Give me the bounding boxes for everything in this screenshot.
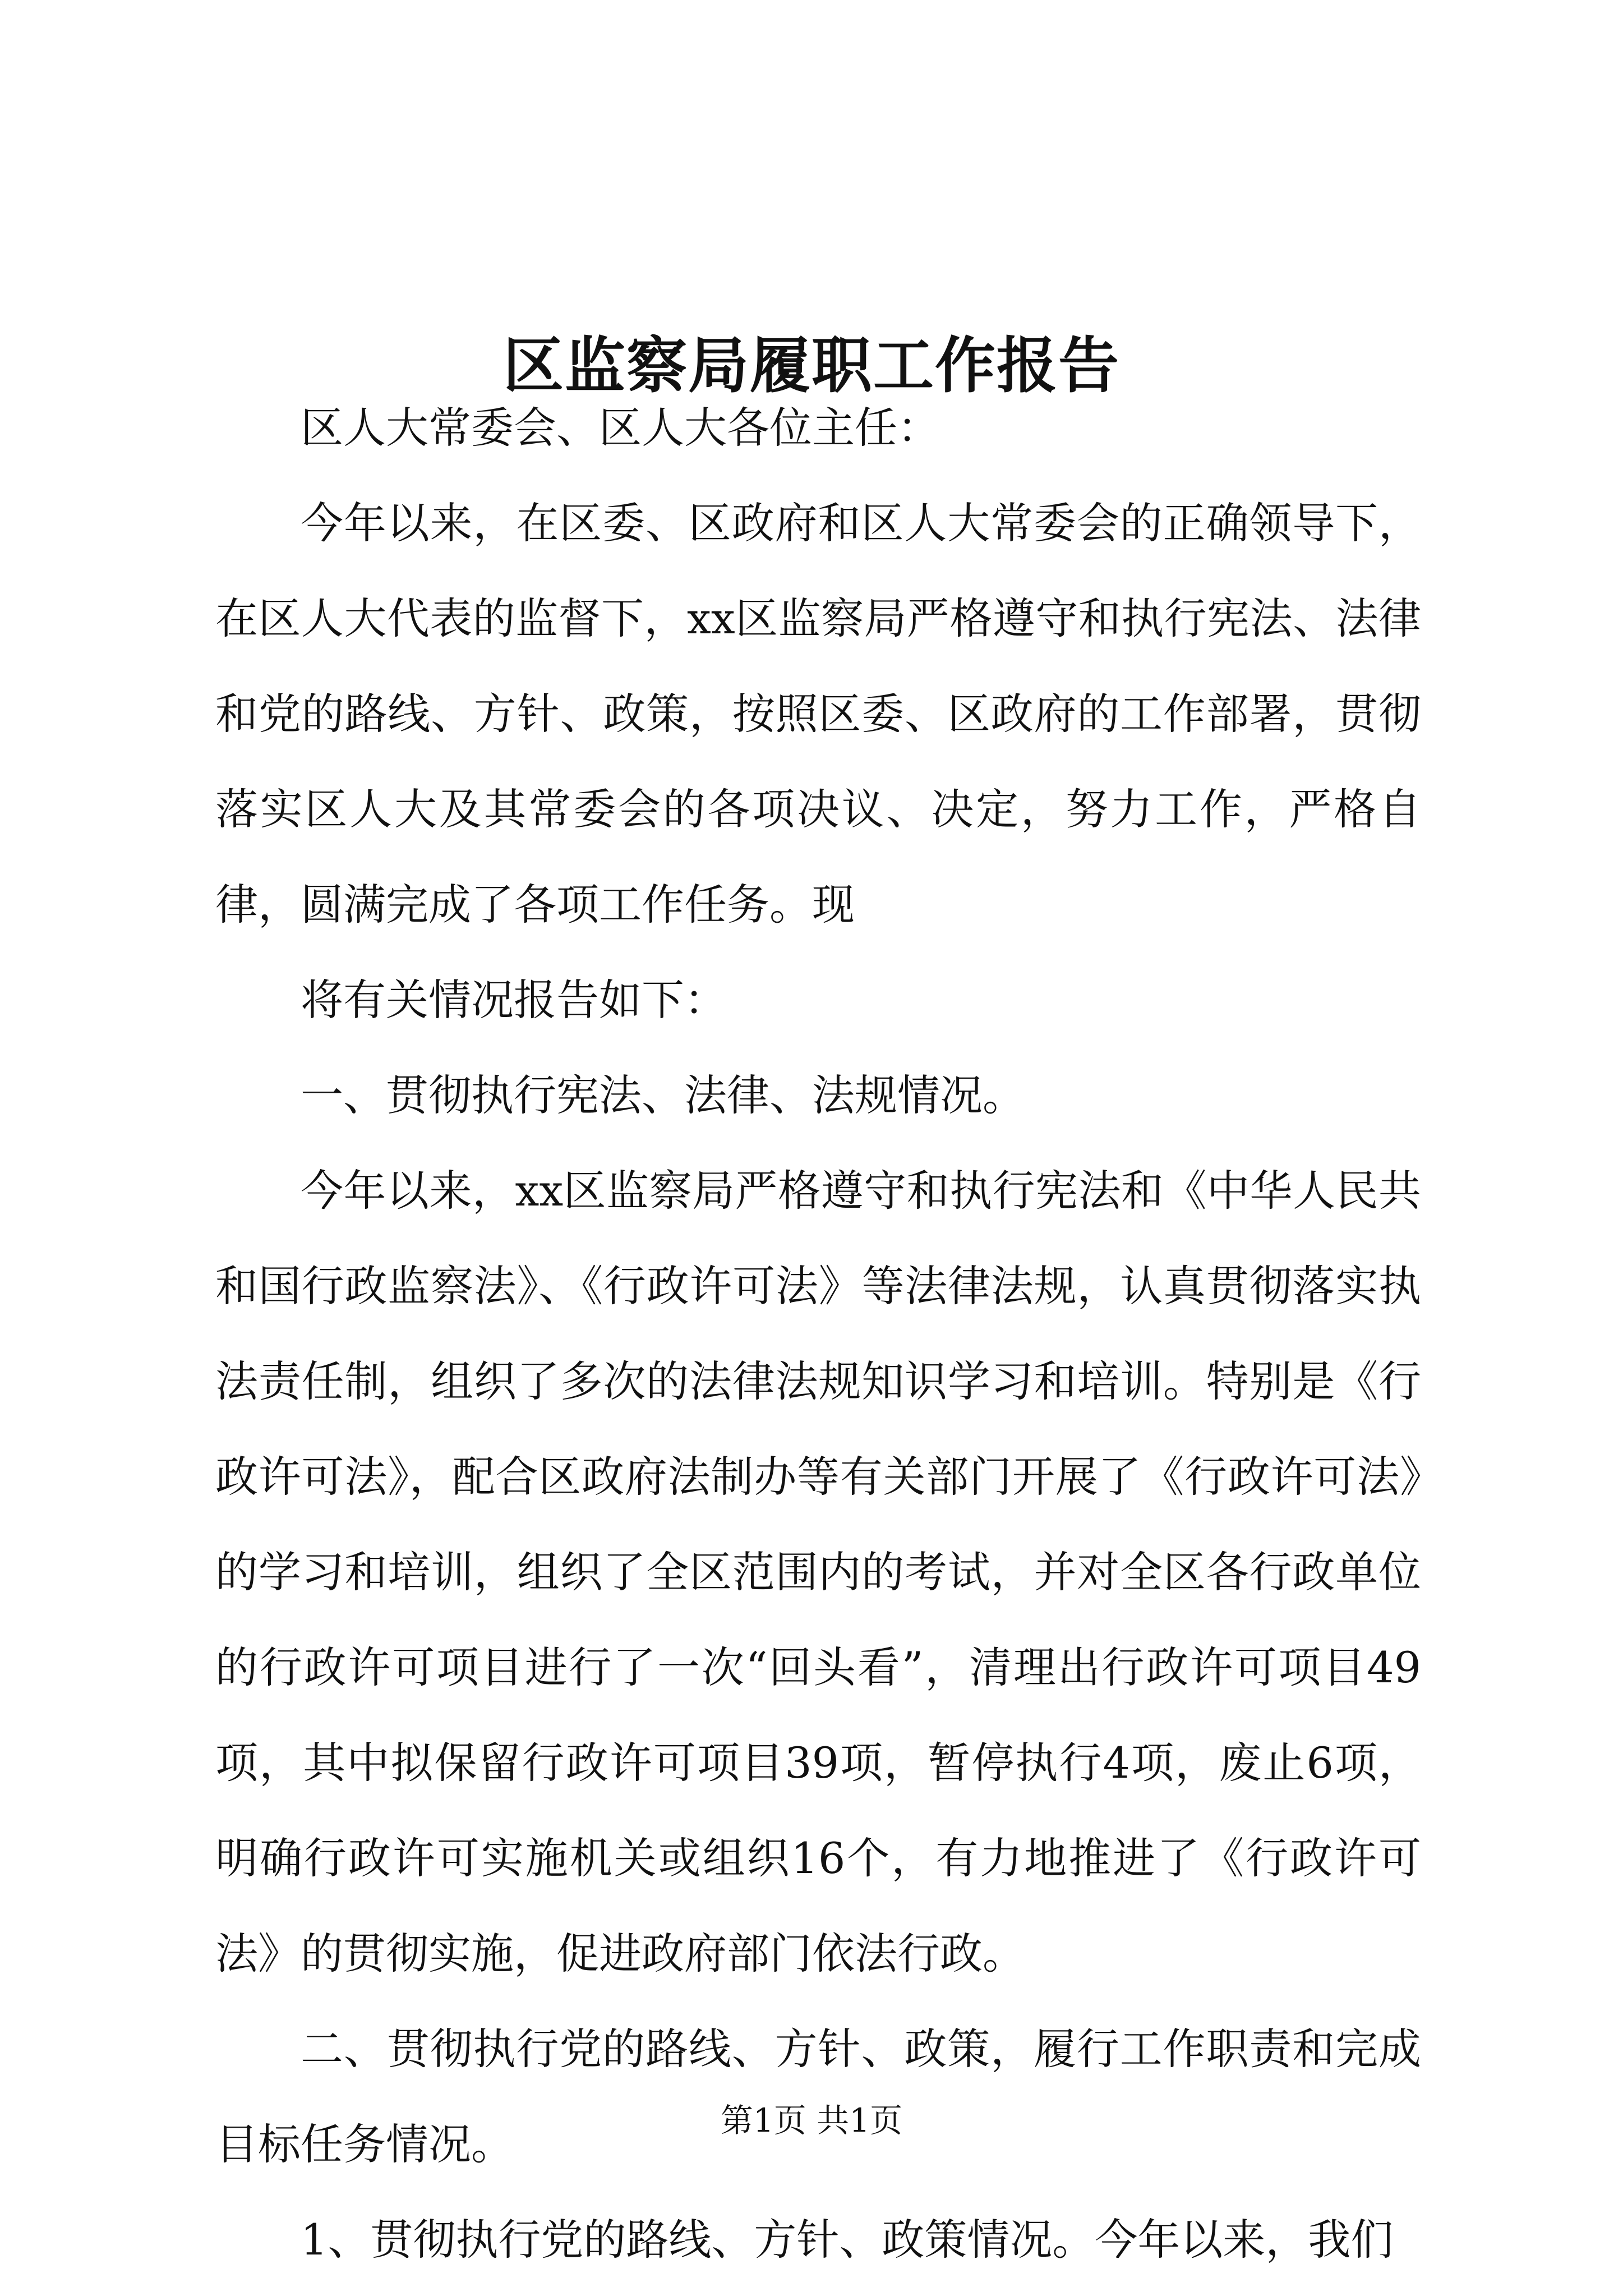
section-two-heading: 二、贯彻执行党的路线、方针、政策，履行工作职责和完成目标任务情况。 bbox=[215, 2024, 1421, 2169]
report-lead-paragraph: 将有关情况报告如下： bbox=[301, 975, 727, 1025]
subsection-one-paragraph: 1、贯彻执行党的路线、方针、政策情况。今年以来，我们 bbox=[301, 2215, 1394, 2265]
page-footer: 第1页 共1页 bbox=[720, 2101, 903, 2139]
salutation-paragraph: 区人大常委会、区人大各位主任： bbox=[301, 403, 940, 453]
document-body bbox=[215, 380, 1421, 2288]
section-one-paragraph: 今年以来，xx区监察局严格遵守和执行宪法和《中华人民共和国行政监察法》、《行政许可法》等法律法规，认真贯彻落实执法责任制，组织了多次的法律法规知识学习和培训。特别是《行政许可法》，配合区政府法制办等有关部门开展了《行政许可法》的学习和培训，组织了全区范围内的考试，并对全区各行政单位的行政许可项目进行了一次“回头看”，清理出行政许可项目49项，其中拟保留行政许可项目39项，暂停执行4项，废止6项，明确行政许可实施机关或组织16个，有力地推进了《行政许可法》的贯彻实施，促进政府部门依法行政。 bbox=[215, 1166, 1421, 1978]
intro-paragraph: 今年以来，在区委、区政府和区人大常委会的正确领导下，在区人大代表的监督下，xx区监察局严格遵守和执行宪法、法律和党的路线、方针、政策，按照区委、区政府的工作部署，贯彻落实区人大及其常委会的各项决议、决定，努力工作，严格自律，圆满完成了各项工作任务。现 bbox=[215, 498, 1421, 930]
document-title: 区监察局履职工作报告 bbox=[502, 330, 1120, 402]
section-one-heading: 一、贯彻执行宪法、法律、法规情况。 bbox=[301, 1070, 1025, 1120]
